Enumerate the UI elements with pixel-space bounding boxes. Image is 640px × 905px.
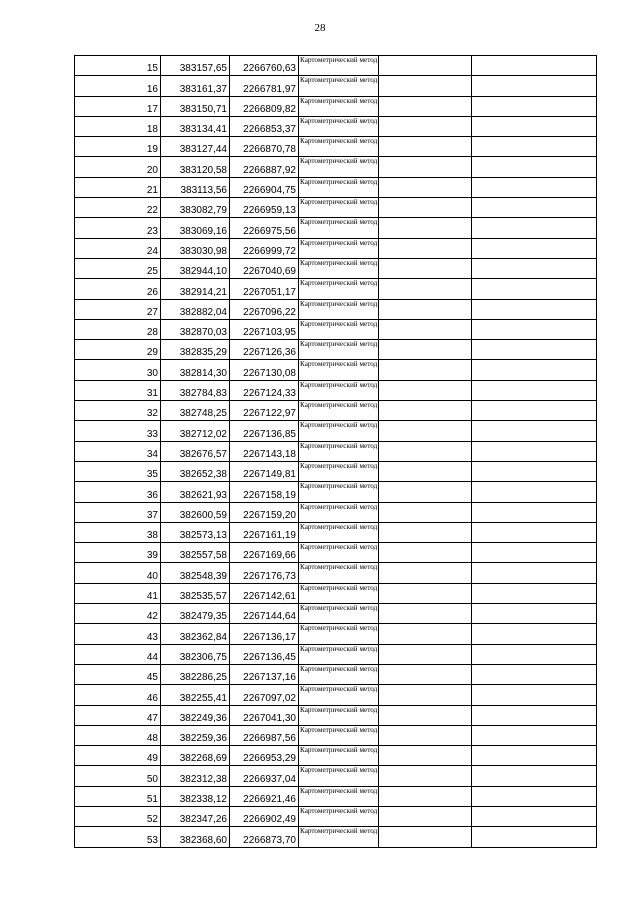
- empty-cell: [379, 624, 472, 644]
- method-cell: Картометрический метод: [299, 583, 379, 603]
- x-coordinate-cell: 382784,83: [161, 380, 230, 400]
- x-coordinate-cell: 383082,79: [161, 198, 230, 218]
- method-cell: Картометрический метод: [299, 725, 379, 745]
- empty-cell: [472, 279, 597, 299]
- table-row: [75, 299, 597, 319]
- x-coordinate-cell: 382259,36: [161, 725, 230, 745]
- point-number-cell: 25: [75, 258, 161, 278]
- x-coordinate-cell: 383161,37: [161, 76, 230, 96]
- method-cell: Картометрический метод: [299, 624, 379, 644]
- empty-cell: [472, 116, 597, 136]
- point-number-cell: 21: [75, 177, 161, 197]
- method-cell: Картометрический метод: [299, 827, 379, 847]
- y-coordinate-cell: 2267096,22: [230, 299, 299, 319]
- y-coordinate-cell: 2266999,72: [230, 238, 299, 258]
- table-row: [75, 563, 597, 583]
- x-coordinate-cell: 382882,04: [161, 299, 230, 319]
- empty-cell: [379, 746, 472, 766]
- y-coordinate-cell: 2266904,75: [230, 177, 299, 197]
- method-cell: Картометрический метод: [299, 441, 379, 461]
- point-number-cell: 43: [75, 624, 161, 644]
- x-coordinate-cell: 382306,75: [161, 644, 230, 664]
- method-cell: Картометрический метод: [299, 96, 379, 116]
- table-row: [75, 685, 597, 705]
- table-row: [75, 766, 597, 786]
- x-coordinate-cell: 382286,25: [161, 664, 230, 684]
- point-number-cell: 22: [75, 198, 161, 218]
- x-coordinate-cell: 382652,38: [161, 461, 230, 481]
- point-number-cell: 24: [75, 238, 161, 258]
- table-row: [75, 664, 597, 684]
- table-row: [75, 96, 597, 116]
- y-coordinate-cell: 2267149,81: [230, 461, 299, 481]
- method-cell: Картометрический метод: [299, 238, 379, 258]
- empty-cell: [379, 177, 472, 197]
- table-row: [75, 157, 597, 177]
- y-coordinate-cell: 2267130,08: [230, 360, 299, 380]
- y-coordinate-cell: 2267169,66: [230, 543, 299, 563]
- table-row: [75, 258, 597, 278]
- y-coordinate-cell: 2267041,30: [230, 705, 299, 725]
- empty-cell: [379, 522, 472, 542]
- table-row: [75, 116, 597, 136]
- empty-cell: [472, 96, 597, 116]
- empty-cell: [379, 786, 472, 806]
- method-cell: Картометрический метод: [299, 604, 379, 624]
- y-coordinate-cell: 2266921,46: [230, 786, 299, 806]
- empty-cell: [472, 421, 597, 441]
- page-number: 28: [314, 22, 326, 34]
- empty-cell: [379, 299, 472, 319]
- method-cell: Картометрический метод: [299, 177, 379, 197]
- table-row: [75, 137, 597, 157]
- x-coordinate-cell: 382835,29: [161, 340, 230, 360]
- empty-cell: [379, 96, 472, 116]
- empty-cell: [472, 624, 597, 644]
- point-number-cell: 29: [75, 340, 161, 360]
- x-coordinate-cell: 382748,25: [161, 401, 230, 421]
- method-cell: Картометрический метод: [299, 421, 379, 441]
- y-coordinate-cell: 2266902,49: [230, 806, 299, 826]
- empty-cell: [379, 766, 472, 786]
- empty-cell: [472, 502, 597, 522]
- table-body: [75, 56, 597, 848]
- empty-cell: [379, 218, 472, 238]
- empty-cell: [379, 198, 472, 218]
- method-cell: Картометрический метод: [299, 340, 379, 360]
- coordinates-table: [74, 55, 597, 848]
- point-number-cell: 23: [75, 218, 161, 238]
- empty-cell: [379, 583, 472, 603]
- empty-cell: [472, 401, 597, 421]
- empty-cell: [472, 380, 597, 400]
- point-number-cell: 52: [75, 806, 161, 826]
- empty-cell: [472, 766, 597, 786]
- y-coordinate-cell: 2267097,02: [230, 685, 299, 705]
- empty-cell: [472, 543, 597, 563]
- empty-cell: [379, 705, 472, 725]
- empty-cell: [472, 137, 597, 157]
- method-cell: Картометрический метод: [299, 157, 379, 177]
- method-cell: Картометрический метод: [299, 786, 379, 806]
- point-number-cell: 33: [75, 421, 161, 441]
- table-row: [75, 401, 597, 421]
- method-cell: Картометрический метод: [299, 664, 379, 684]
- y-coordinate-cell: 2266873,70: [230, 827, 299, 847]
- table-row: [75, 644, 597, 664]
- table-row: [75, 238, 597, 258]
- table-row: [75, 380, 597, 400]
- x-coordinate-cell: 382368,60: [161, 827, 230, 847]
- x-coordinate-cell: 382676,57: [161, 441, 230, 461]
- point-number-cell: 26: [75, 279, 161, 299]
- point-number-cell: 40: [75, 563, 161, 583]
- method-cell: Картометрический метод: [299, 685, 379, 705]
- empty-cell: [379, 461, 472, 481]
- empty-cell: [472, 664, 597, 684]
- x-coordinate-cell: 382621,93: [161, 482, 230, 502]
- y-coordinate-cell: 2267142,61: [230, 583, 299, 603]
- table-row: [75, 76, 597, 96]
- method-cell: Картометрический метод: [299, 644, 379, 664]
- empty-cell: [472, 360, 597, 380]
- point-number-cell: 32: [75, 401, 161, 421]
- empty-cell: [379, 279, 472, 299]
- x-coordinate-cell: 383069,16: [161, 218, 230, 238]
- method-cell: Картометрический метод: [299, 380, 379, 400]
- method-cell: Картометрический метод: [299, 705, 379, 725]
- x-coordinate-cell: 382312,38: [161, 766, 230, 786]
- table-row: [75, 56, 597, 76]
- point-number-cell: 37: [75, 502, 161, 522]
- y-coordinate-cell: 2266975,56: [230, 218, 299, 238]
- method-cell: Картометрический метод: [299, 522, 379, 542]
- point-number-cell: 31: [75, 380, 161, 400]
- method-cell: Картометрический метод: [299, 806, 379, 826]
- x-coordinate-cell: 382268,69: [161, 746, 230, 766]
- method-cell: Картометрический метод: [299, 299, 379, 319]
- y-coordinate-cell: 2266760,63: [230, 56, 299, 76]
- method-cell: Картометрический метод: [299, 563, 379, 583]
- empty-cell: [472, 827, 597, 847]
- table-row: [75, 279, 597, 299]
- table-row: [75, 360, 597, 380]
- x-coordinate-cell: 382814,30: [161, 360, 230, 380]
- y-coordinate-cell: 2266987,56: [230, 725, 299, 745]
- empty-cell: [379, 401, 472, 421]
- point-number-cell: 41: [75, 583, 161, 603]
- empty-cell: [472, 725, 597, 745]
- empty-cell: [472, 157, 597, 177]
- empty-cell: [379, 725, 472, 745]
- x-coordinate-cell: 382362,84: [161, 624, 230, 644]
- table-row: [75, 746, 597, 766]
- y-coordinate-cell: 2266887,92: [230, 157, 299, 177]
- empty-cell: [379, 238, 472, 258]
- y-coordinate-cell: 2267176,73: [230, 563, 299, 583]
- empty-cell: [472, 482, 597, 502]
- empty-cell: [472, 198, 597, 218]
- x-coordinate-cell: 382249,36: [161, 705, 230, 725]
- table-row: [75, 786, 597, 806]
- empty-cell: [472, 340, 597, 360]
- empty-cell: [379, 421, 472, 441]
- x-coordinate-cell: 382535,57: [161, 583, 230, 603]
- empty-cell: [472, 238, 597, 258]
- x-coordinate-cell: 382870,03: [161, 319, 230, 339]
- empty-cell: [472, 258, 597, 278]
- empty-cell: [472, 705, 597, 725]
- x-coordinate-cell: 382712,02: [161, 421, 230, 441]
- table-row: [75, 522, 597, 542]
- method-cell: Картометрический метод: [299, 198, 379, 218]
- table-row: [75, 705, 597, 725]
- y-coordinate-cell: 2267136,17: [230, 624, 299, 644]
- x-coordinate-cell: 383157,65: [161, 56, 230, 76]
- method-cell: Картометрический метод: [299, 137, 379, 157]
- empty-cell: [472, 319, 597, 339]
- empty-cell: [379, 685, 472, 705]
- point-number-cell: 35: [75, 461, 161, 481]
- table-row: [75, 604, 597, 624]
- point-number-cell: 39: [75, 543, 161, 563]
- empty-cell: [379, 116, 472, 136]
- empty-cell: [472, 786, 597, 806]
- x-coordinate-cell: 383030,98: [161, 238, 230, 258]
- table-row: [75, 482, 597, 502]
- y-coordinate-cell: 2267161,19: [230, 522, 299, 542]
- method-cell: Картометрический метод: [299, 502, 379, 522]
- point-number-cell: 18: [75, 116, 161, 136]
- point-number-cell: 51: [75, 786, 161, 806]
- point-number-cell: 28: [75, 319, 161, 339]
- table-row: [75, 583, 597, 603]
- point-number-cell: 53: [75, 827, 161, 847]
- y-coordinate-cell: 2267040,69: [230, 258, 299, 278]
- y-coordinate-cell: 2267136,85: [230, 421, 299, 441]
- table-row: [75, 421, 597, 441]
- method-cell: Картометрический метод: [299, 56, 379, 76]
- table-row: [75, 725, 597, 745]
- empty-cell: [379, 258, 472, 278]
- empty-cell: [379, 827, 472, 847]
- point-number-cell: 30: [75, 360, 161, 380]
- x-coordinate-cell: 382479,35: [161, 604, 230, 624]
- x-coordinate-cell: 382347,26: [161, 806, 230, 826]
- point-number-cell: 49: [75, 746, 161, 766]
- y-coordinate-cell: 2267137,16: [230, 664, 299, 684]
- method-cell: Картометрический метод: [299, 461, 379, 481]
- point-number-cell: 15: [75, 56, 161, 76]
- empty-cell: [379, 76, 472, 96]
- x-coordinate-cell: 382573,13: [161, 522, 230, 542]
- y-coordinate-cell: 2267122,97: [230, 401, 299, 421]
- x-coordinate-cell: 383150,71: [161, 96, 230, 116]
- method-cell: Картометрический метод: [299, 258, 379, 278]
- empty-cell: [379, 441, 472, 461]
- empty-cell: [379, 806, 472, 826]
- method-cell: Картометрический метод: [299, 360, 379, 380]
- empty-cell: [379, 502, 472, 522]
- empty-cell: [472, 583, 597, 603]
- method-cell: Картометрический метод: [299, 746, 379, 766]
- point-number-cell: 38: [75, 522, 161, 542]
- y-coordinate-cell: 2267136,45: [230, 644, 299, 664]
- x-coordinate-cell: 382600,59: [161, 502, 230, 522]
- method-cell: Картометрический метод: [299, 218, 379, 238]
- y-coordinate-cell: 2267144,64: [230, 604, 299, 624]
- empty-cell: [472, 299, 597, 319]
- empty-cell: [472, 218, 597, 238]
- y-coordinate-cell: 2267158,19: [230, 482, 299, 502]
- method-cell: Картометрический метод: [299, 482, 379, 502]
- y-coordinate-cell: 2267124,33: [230, 380, 299, 400]
- y-coordinate-cell: 2267143,18: [230, 441, 299, 461]
- table-row: [75, 827, 597, 847]
- y-coordinate-cell: 2266781,97: [230, 76, 299, 96]
- empty-cell: [379, 664, 472, 684]
- y-coordinate-cell: 2267126,36: [230, 340, 299, 360]
- y-coordinate-cell: 2267103,95: [230, 319, 299, 339]
- x-coordinate-cell: 382548,39: [161, 563, 230, 583]
- x-coordinate-cell: 382255,41: [161, 685, 230, 705]
- x-coordinate-cell: 383120,58: [161, 157, 230, 177]
- point-number-cell: 27: [75, 299, 161, 319]
- empty-cell: [379, 157, 472, 177]
- empty-cell: [472, 177, 597, 197]
- x-coordinate-cell: 382338,12: [161, 786, 230, 806]
- x-coordinate-cell: 383127,44: [161, 137, 230, 157]
- empty-cell: [472, 76, 597, 96]
- empty-cell: [472, 746, 597, 766]
- method-cell: Картометрический метод: [299, 543, 379, 563]
- table-row: [75, 198, 597, 218]
- empty-cell: [379, 543, 472, 563]
- empty-cell: [472, 461, 597, 481]
- y-coordinate-cell: 2266809,82: [230, 96, 299, 116]
- x-coordinate-cell: 383113,56: [161, 177, 230, 197]
- empty-cell: [472, 522, 597, 542]
- x-coordinate-cell: 382914,21: [161, 279, 230, 299]
- empty-cell: [379, 380, 472, 400]
- table-row: [75, 218, 597, 238]
- method-cell: Картометрический метод: [299, 401, 379, 421]
- x-coordinate-cell: 383134,41: [161, 116, 230, 136]
- empty-cell: [379, 137, 472, 157]
- point-number-cell: 19: [75, 137, 161, 157]
- y-coordinate-cell: 2266953,29: [230, 746, 299, 766]
- table-row: [75, 806, 597, 826]
- point-number-cell: 16: [75, 76, 161, 96]
- table-row: [75, 340, 597, 360]
- point-number-cell: 44: [75, 644, 161, 664]
- empty-cell: [379, 340, 472, 360]
- point-number-cell: 17: [75, 96, 161, 116]
- x-coordinate-cell: 382944,10: [161, 258, 230, 278]
- empty-cell: [472, 644, 597, 664]
- empty-cell: [379, 604, 472, 624]
- point-number-cell: 45: [75, 664, 161, 684]
- table-row: [75, 319, 597, 339]
- y-coordinate-cell: 2267051,17: [230, 279, 299, 299]
- empty-cell: [472, 604, 597, 624]
- point-number-cell: 42: [75, 604, 161, 624]
- y-coordinate-cell: 2266853,37: [230, 116, 299, 136]
- table-row: [75, 502, 597, 522]
- empty-cell: [379, 563, 472, 583]
- empty-cell: [472, 441, 597, 461]
- point-number-cell: 20: [75, 157, 161, 177]
- y-coordinate-cell: 2266937,04: [230, 766, 299, 786]
- y-coordinate-cell: 2266959,13: [230, 198, 299, 218]
- point-number-cell: 36: [75, 482, 161, 502]
- point-number-cell: 50: [75, 766, 161, 786]
- empty-cell: [379, 56, 472, 76]
- table-row: [75, 624, 597, 644]
- table-row: [75, 177, 597, 197]
- empty-cell: [472, 56, 597, 76]
- point-number-cell: 47: [75, 705, 161, 725]
- empty-cell: [472, 685, 597, 705]
- method-cell: Картометрический метод: [299, 76, 379, 96]
- empty-cell: [379, 360, 472, 380]
- method-cell: Картометрический метод: [299, 279, 379, 299]
- y-coordinate-cell: 2266870,78: [230, 137, 299, 157]
- method-cell: Картометрический метод: [299, 319, 379, 339]
- method-cell: Картометрический метод: [299, 766, 379, 786]
- method-cell: Картометрический метод: [299, 116, 379, 136]
- empty-cell: [379, 319, 472, 339]
- empty-cell: [472, 563, 597, 583]
- empty-cell: [472, 806, 597, 826]
- y-coordinate-cell: 2267159,20: [230, 502, 299, 522]
- empty-cell: [379, 644, 472, 664]
- empty-cell: [379, 482, 472, 502]
- table-row: [75, 461, 597, 481]
- table-row: [75, 441, 597, 461]
- point-number-cell: 46: [75, 685, 161, 705]
- point-number-cell: 34: [75, 441, 161, 461]
- x-coordinate-cell: 382557,58: [161, 543, 230, 563]
- point-number-cell: 48: [75, 725, 161, 745]
- table-row: [75, 543, 597, 563]
